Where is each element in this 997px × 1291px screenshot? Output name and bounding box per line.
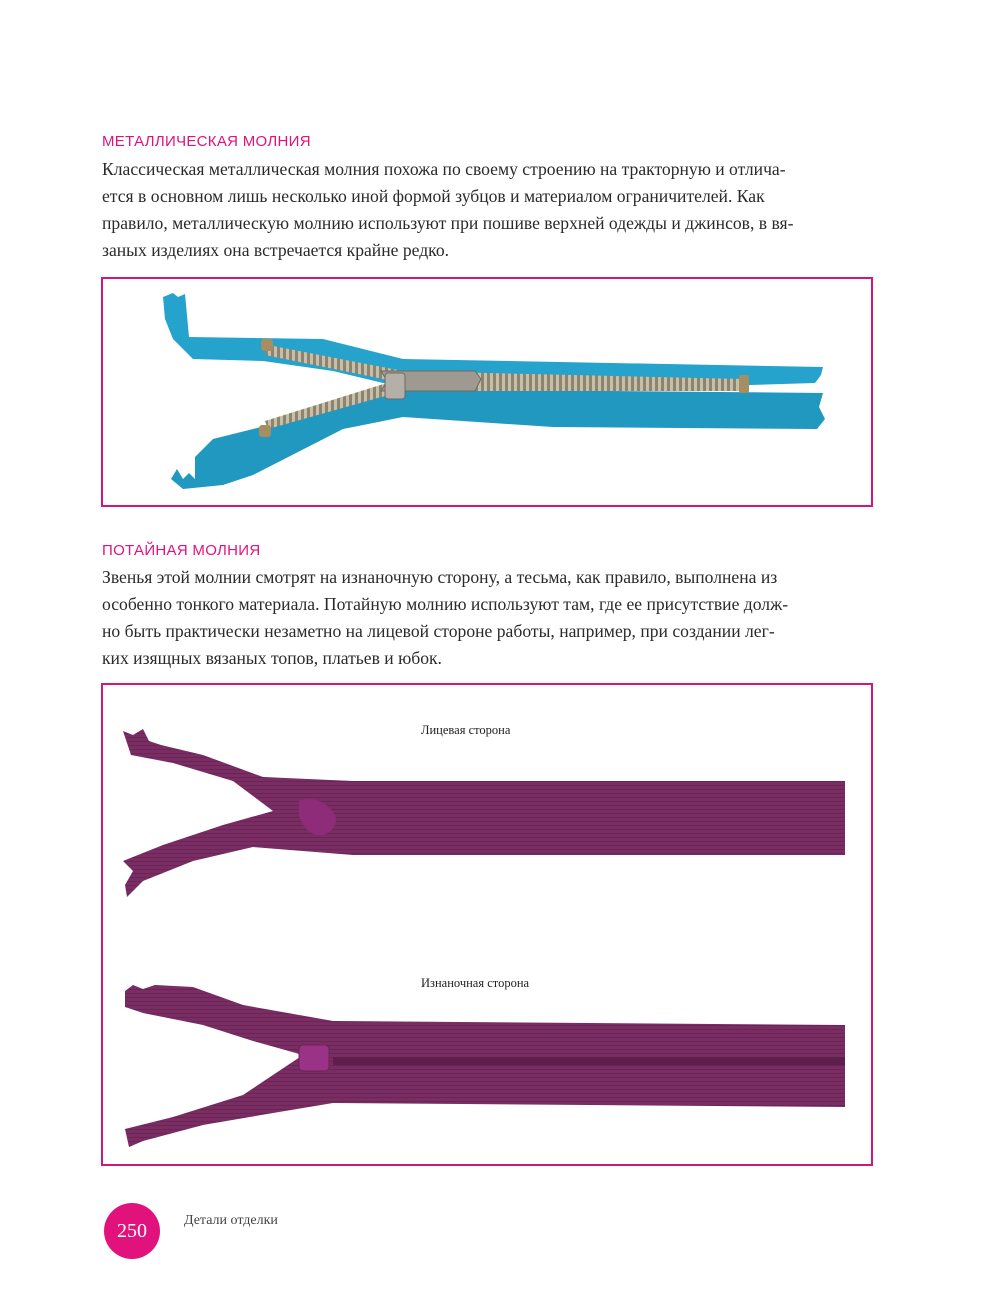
paragraph-line: ких изящных вязаных топов, платьев и юбок. [102,648,442,668]
back-zipper-teeth [333,1057,845,1065]
section-heading-metal-zipper: МЕТАЛЛИЧЕСКАЯ МОЛНИЯ [102,133,311,150]
top-stop-lower [259,425,271,437]
zipper-tape-lower [171,389,825,489]
back-zipper-slider [299,1045,329,1071]
paragraph-line: правило, металлическую молнию используют при пошиве верхней одежды и джинсов, в вя- [102,213,794,233]
paragraph-line: Классическая металлическая молния похожа по своему строению на тракторную и отлича- [102,159,786,179]
hidden-zipper-figure [101,683,873,1166]
section-paragraph-hidden-zipper [102,564,872,672]
back-zipper-tape [125,985,845,1147]
paragraph-line: Звенья этой молнии смотрят на изнаночную сторону, а тесьма, как правило, выполнена из [102,567,778,587]
top-stop-upper [261,339,273,351]
zipper-pull-tab [385,373,405,399]
paragraph-line: особенно тонкого материала. Потайную молнию используют там, где ее присутствие долж- [102,594,789,614]
front-side-caption: Лицевая сторона [421,723,511,737]
page-number-badge: 250 [104,1203,160,1259]
paragraph-line: но быть практически незаметно на лицевой стороне работы, например, при создании лег- [102,621,775,641]
back-side-caption: Изнаночная сторона [421,976,530,990]
section-paragraph-metal-zipper [102,156,872,264]
paragraph-line: ется в основном лишь несколько иной формой зубцов и материалом ограничителей. Как [102,186,765,206]
bottom-stop [739,375,749,393]
footer-section-title: Детали отделки [184,1213,278,1228]
hidden-zipper-illustration [103,685,871,1164]
metal-zipper-figure [101,277,873,507]
section-heading-hidden-zipper: ПОТАЙНАЯ МОЛНИЯ [102,542,261,559]
metal-zipper-illustration [103,279,871,505]
front-zipper-tape [123,729,845,897]
paragraph-line: заных изделиях она встречается крайне редко. [102,240,450,260]
